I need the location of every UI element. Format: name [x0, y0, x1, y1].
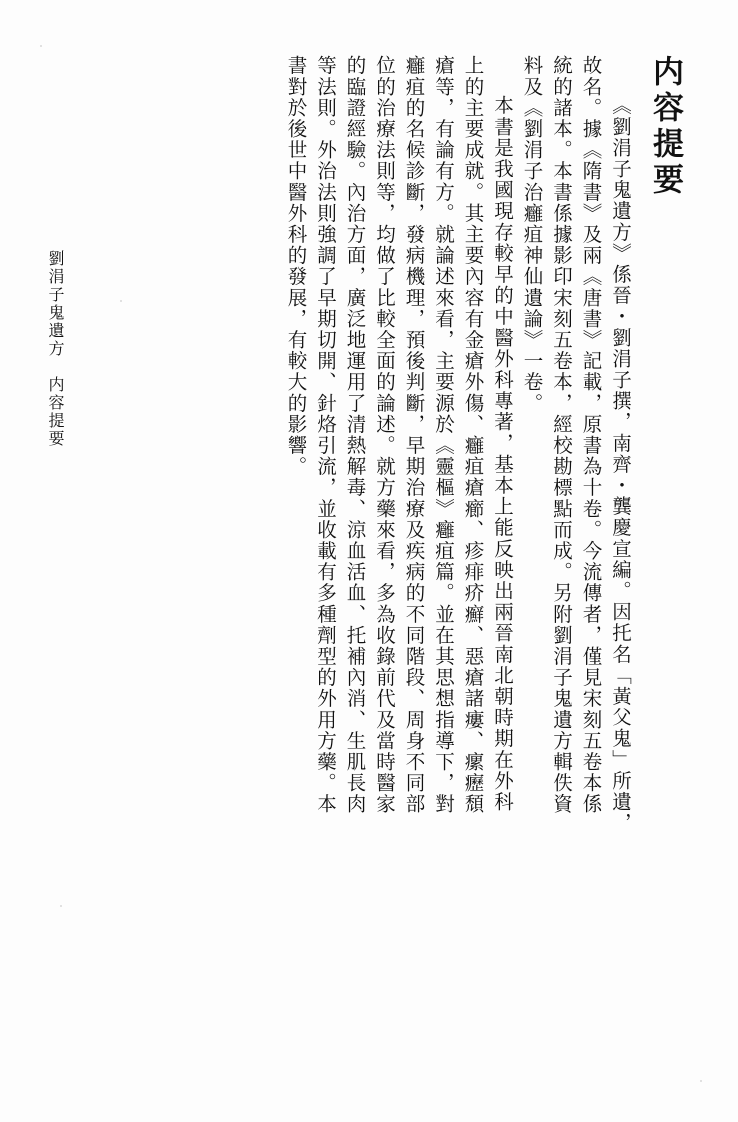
- text-column-3: 統的諸本。本書係據影印宋刻五卷本，經校勘標點而成。另附劉涓子鬼遺方輯佚資: [550, 55, 573, 815]
- text-column-12: 書對於後世中醫外科的發展，有較大的影響。: [284, 55, 308, 477]
- body-text-block: [150, 55, 696, 1027]
- text-column-10: 的臨證經驗。內治方面，廣泛地運用了清熱解毒、涼血活血、托補內消、生肌長肉: [343, 55, 367, 815]
- page-title: 内容提要: [647, 55, 683, 199]
- text-column-9: 位的治療法則等，均做了比較全面的論述。就方藥來看，多為收錄前代及當時醫家: [373, 55, 396, 815]
- text-column-11: 等法則。外治法則強調了早期切開、針烙引流，並收載有多種劑型的外用方藥。本: [314, 55, 337, 815]
- text-column-7: 瘡等，有論有方。就論述來看，主要源於《靈樞》癰疽篇。並在其思想指導下，對: [432, 55, 455, 815]
- text-column-4: 料及《劉涓子治癰疽神仙遺論》一卷。: [520, 55, 544, 414]
- text-column-2: 故名。據《隋書》及兩《唐書》記載，原書為十卷。今流傳者，僅見宋刻五卷本係: [579, 55, 603, 815]
- text-column-6: 上的主要成就。其主要內容有金瘡外傷、癰疽瘡癤、疹痱疥癬、惡瘡諸瘻、瘰癧頹: [461, 55, 485, 815]
- text-column-1: 《劉涓子鬼遺方》係晉・劉涓子撰，南齊・龔慶宣編。因托名「黃父鬼」所遺，: [609, 95, 632, 834]
- running-footer: 劉涓子鬼遺方 内容提要: [46, 250, 65, 448]
- text-column-5: 本書是我國現存較早的中醫外科專著，基本上能反映出兩晉南北朝時期在外科: [491, 95, 514, 813]
- text-column-8: 癰疽的名候診斷，發病機理，預後判斷，早期治療及疾病的不同階段、周身不同部: [402, 55, 426, 815]
